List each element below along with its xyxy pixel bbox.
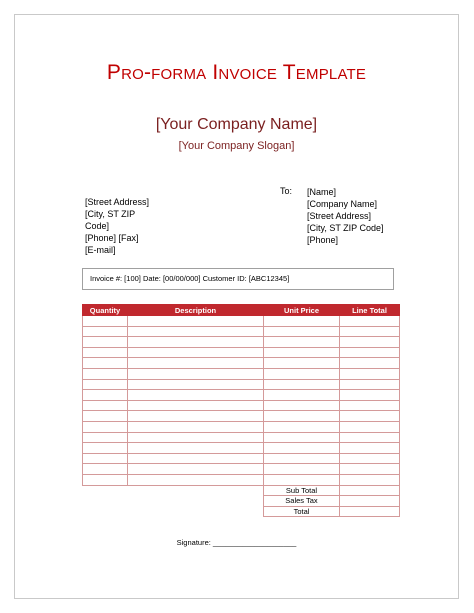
- invoice-page: [14, 14, 459, 599]
- table-row: [83, 485, 400, 496]
- quantity-cell[interactable]: [83, 474, 128, 485]
- description-cell[interactable]: [128, 326, 264, 337]
- line-total-cell[interactable]: [340, 400, 400, 411]
- column-header-line-total: Line Total: [340, 305, 400, 316]
- table-row: [83, 453, 400, 464]
- quantity-cell[interactable]: [83, 464, 128, 475]
- description-cell[interactable]: [128, 474, 264, 485]
- table-row: [83, 421, 400, 432]
- table-header-row: [83, 305, 400, 316]
- table-row: [83, 506, 400, 517]
- table-row: [83, 347, 400, 358]
- table-row: [83, 411, 400, 422]
- invoice-info-text: Invoice #: [100] Date: [00/00/000] Customer ID: [ABC12345]: [90, 274, 290, 283]
- quantity-cell[interactable]: [83, 379, 128, 390]
- unit-price-cell[interactable]: [264, 474, 340, 485]
- description-cell[interactable]: [128, 453, 264, 464]
- recipient-address: [307, 186, 437, 246]
- description-cell[interactable]: [128, 337, 264, 348]
- quantity-cell[interactable]: [83, 326, 128, 337]
- description-cell[interactable]: [128, 379, 264, 390]
- summary-rows: [83, 485, 400, 517]
- table-row: [83, 358, 400, 369]
- recipient-address-line: [Company Name]: [307, 199, 378, 209]
- quantity-cell[interactable]: [83, 347, 128, 358]
- line-items-table: [82, 304, 400, 517]
- table-row: [83, 390, 400, 401]
- table-row: [83, 474, 400, 485]
- line-total-cell[interactable]: [340, 474, 400, 485]
- company-slogan: [Your Company Slogan]: [178, 140, 295, 152]
- total-label: Total: [264, 506, 340, 517]
- unit-price-cell[interactable]: [264, 400, 340, 411]
- recipient-address-line: [Street Address]: [307, 211, 372, 221]
- unit-price-cell[interactable]: [264, 316, 340, 327]
- unit-price-cell[interactable]: [264, 443, 340, 454]
- description-cell[interactable]: [128, 316, 264, 327]
- table-row: [83, 379, 400, 390]
- table-row: [83, 464, 400, 475]
- unit-price-cell[interactable]: [264, 453, 340, 464]
- description-cell[interactable]: [128, 464, 264, 475]
- description-cell[interactable]: [128, 432, 264, 443]
- unit-price-cell[interactable]: [264, 368, 340, 379]
- sender-address-line: [E-mail]: [85, 245, 116, 255]
- line-total-cell[interactable]: [340, 411, 400, 422]
- quantity-cell[interactable]: [83, 453, 128, 464]
- sales-tax-label: Sales Tax: [264, 496, 340, 507]
- unit-price-cell[interactable]: [264, 390, 340, 401]
- sender-address-line: [City, ST ZIP: [85, 209, 136, 219]
- quantity-cell[interactable]: [83, 421, 128, 432]
- recipient-address-line: [Phone]: [307, 235, 339, 245]
- quantity-cell[interactable]: [83, 390, 128, 401]
- line-total-cell[interactable]: [340, 337, 400, 348]
- unit-price-cell[interactable]: [264, 379, 340, 390]
- line-total-cell[interactable]: [340, 453, 400, 464]
- table-row: [83, 496, 400, 507]
- line-total-cell[interactable]: [340, 390, 400, 401]
- line-total-cell[interactable]: [340, 464, 400, 475]
- quantity-cell[interactable]: [83, 432, 128, 443]
- table-row: [83, 443, 400, 454]
- table-row: [83, 337, 400, 348]
- description-cell[interactable]: [128, 421, 264, 432]
- column-header-quantity: Quantity: [83, 305, 128, 316]
- unit-price-cell[interactable]: [264, 326, 340, 337]
- document-title: Pro-forma Invoice Template: [106, 61, 367, 84]
- sender-address: [85, 196, 195, 256]
- sales-tax-cell[interactable]: [340, 496, 400, 507]
- unit-price-cell[interactable]: [264, 421, 340, 432]
- table-row: [83, 368, 400, 379]
- total-cell[interactable]: [340, 506, 400, 517]
- description-cell[interactable]: [128, 347, 264, 358]
- quantity-cell[interactable]: [83, 316, 128, 327]
- subtotal-cell[interactable]: [340, 485, 400, 496]
- line-total-cell[interactable]: [340, 421, 400, 432]
- sender-address-line: Code]: [85, 221, 110, 231]
- line-total-cell[interactable]: [340, 316, 400, 327]
- quantity-cell[interactable]: [83, 368, 128, 379]
- unit-price-cell[interactable]: [264, 432, 340, 443]
- column-header-description: Description: [128, 305, 264, 316]
- signature-line: Signature: ____________________: [176, 538, 297, 547]
- quantity-cell[interactable]: [83, 443, 128, 454]
- description-cell[interactable]: [128, 358, 264, 369]
- description-cell[interactable]: [128, 400, 264, 411]
- recipient-address-line: [Name]: [307, 187, 337, 197]
- quantity-cell[interactable]: [83, 400, 128, 411]
- sender-address-line: [Phone] [Fax]: [85, 233, 139, 243]
- column-header-unit-price: Unit Price: [264, 305, 340, 316]
- line-total-cell[interactable]: [340, 358, 400, 369]
- to-label: To:: [280, 186, 293, 196]
- quantity-cell[interactable]: [83, 411, 128, 422]
- description-cell[interactable]: [128, 443, 264, 454]
- subtotal-label: Sub Total: [264, 485, 340, 496]
- line-total-cell[interactable]: [340, 347, 400, 358]
- line-items-body: [83, 316, 400, 486]
- description-cell[interactable]: [128, 411, 264, 422]
- company-name: [Your Company Name]: [155, 116, 318, 133]
- line-total-cell[interactable]: [340, 368, 400, 379]
- line-total-cell[interactable]: [340, 443, 400, 454]
- recipient-address-line: [City, ST ZIP Code]: [307, 223, 384, 233]
- quantity-cell[interactable]: [83, 337, 128, 348]
- line-total-cell[interactable]: [340, 326, 400, 337]
- table-row: [83, 316, 400, 327]
- sender-address-line: [Street Address]: [85, 197, 150, 207]
- table-row: [83, 326, 400, 337]
- unit-price-cell[interactable]: [264, 337, 340, 348]
- description-cell[interactable]: [128, 390, 264, 401]
- unit-price-cell[interactable]: [264, 358, 340, 369]
- unit-price-cell[interactable]: [264, 464, 340, 475]
- quantity-cell[interactable]: [83, 358, 128, 369]
- table-row: [83, 400, 400, 411]
- line-total-cell[interactable]: [340, 379, 400, 390]
- unit-price-cell[interactable]: [264, 411, 340, 422]
- description-cell[interactable]: [128, 368, 264, 379]
- unit-price-cell[interactable]: [264, 347, 340, 358]
- invoice-info-box: [82, 268, 394, 290]
- table-row: [83, 432, 400, 443]
- line-total-cell[interactable]: [340, 432, 400, 443]
